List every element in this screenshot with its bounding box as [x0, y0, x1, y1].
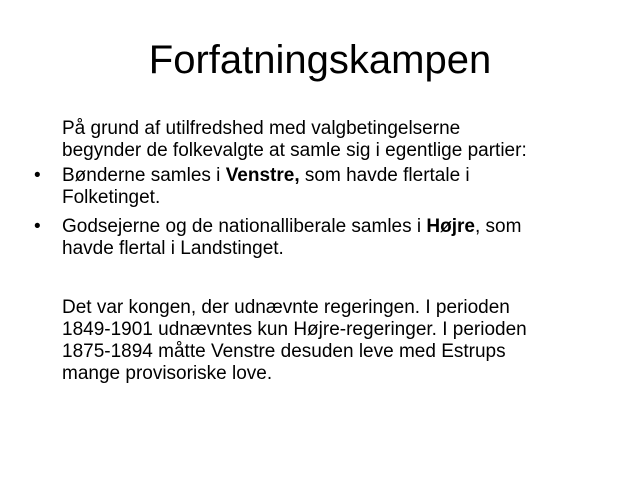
closing-line-2: 1849-1901 udnævntes kun Højre-regeringer. I perioden — [62, 319, 527, 340]
bullet-marker: • — [34, 165, 41, 186]
bullet-hojre-party: Højre — [426, 216, 475, 237]
bullet-hojre-line-1 — [62, 216, 602, 238]
slide-title: Forfatningskampen — [148, 38, 492, 82]
bullet-venstre-party: Venstre, — [225, 165, 300, 186]
bullet-venstre-text-pre: Bønderne samles i — [62, 165, 226, 186]
closing-paragraph — [62, 297, 602, 385]
bullet-venstre-line-1 — [62, 165, 602, 187]
bullet-hojre-line-2: havde flertal i Landstinget. — [62, 238, 284, 259]
bullet-venstre-line-2: Folketinget. — [62, 187, 161, 208]
closing-line-1: Det var kongen, der udnævnte regeringen. I perioden — [62, 297, 510, 318]
bullet-marker: • — [34, 216, 41, 237]
bullet-hojre-text-pre: Godsejerne og de nationalliberale samles i — [62, 216, 427, 237]
closing-line-4: mange provisoriske love. — [62, 363, 273, 384]
closing-line-3: 1875-1894 måtte Venstre desuden leve med Estrups — [62, 341, 506, 362]
bullet-item-venstre — [34, 165, 602, 209]
intro-paragraph — [62, 118, 602, 162]
intro-line-2: begynder de folkevalgte at samle sig i egentlige partier: — [62, 140, 527, 161]
bullet-item-hojre — [34, 216, 602, 260]
intro-line-1: På grund af utilfredshed med valgbetingelserne — [62, 118, 461, 139]
bullet-venstre-text-post: som havde flertale i — [299, 165, 470, 186]
bullet-hojre-text-post: , som — [474, 216, 522, 237]
